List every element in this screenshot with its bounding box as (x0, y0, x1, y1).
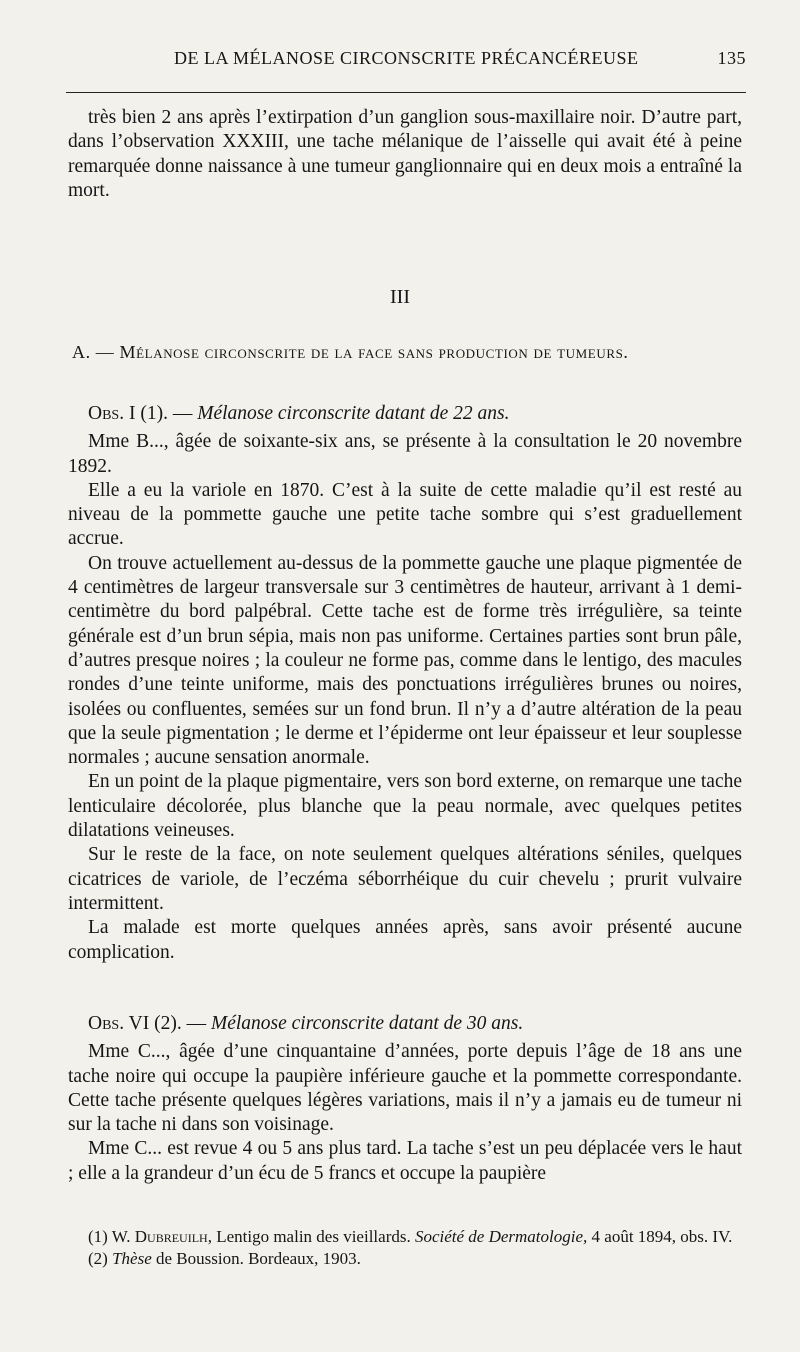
obs6-paragraph: Mme C..., âgée d’une cinquantaine d’années, porte depuis l’âge de 18 ans une tache noire qui occupe la paupière inférieure gauche et la pommette correspondante. Cette tache présente quelques légères variations, mais il n’y a jamais eu de tumeur ni sur la tache ni dans son voisinage. (68, 1041, 742, 1136)
page-number: 135 (717, 48, 746, 68)
obs1-heading (88, 402, 742, 426)
fn1-rest: 4 août 1894, obs. IV. (591, 1227, 733, 1246)
running-title: DE LA MÉLANOSE CIRCONSCRITE PRÉCANCÉREUSE (174, 48, 639, 68)
obs6-title: Mélanose circonscrite datant de 30 ans. (210, 1013, 524, 1034)
running-head (66, 48, 746, 72)
fn1-author: Dubreuilh, (134, 1227, 212, 1246)
obs6-paragraph: Mme C... est revue 4 ou 5 ans plus tard. La tache s’est un peu déplacée vers le haut ; elle a la grandeur d’un écu de 5 francs et occupe la paupière (68, 1138, 742, 1184)
observation-6 (68, 1012, 742, 1186)
fn2-rest: de Boussion. Bordeaux, 1903. (156, 1249, 361, 1268)
section-heading (72, 342, 734, 363)
fn2-marker: (2) (88, 1249, 108, 1268)
obs1-paragraph: On trouve actuellement au-dessus de la pommette gauche une plaque pigmentée de 4 centimètres de largeur transversale sur 3 centimètres de hauteur, arrivant à 1 demi-centimètre du bord palpébral. Cette tache est de forme très irrégulière, sa teinte générale est d’un brun sépia, mais non pas uniforme. Certaines parties sont brun pâle, d’autres presque noires ; la couleur ne forme pas, comme dans le lentigo, des macules rondes d’une teinte uniforme, mais des ponctuations irrégulières brunes ou noires, isolées ou confluentes, semées sur un fond brun. Il n’y a d’autre altération de la peau que la seule pigmentation ; le derme et l’épiderme ont leur épaisseur et leur souplesse normales ; aucune sensation anormale. (68, 552, 742, 769)
obs1-label: Obs. (88, 403, 125, 424)
header-rule (66, 92, 746, 93)
obs6-number: VI (2). — (128, 1013, 207, 1034)
fn1-work: Lentigo malin des vieillards. (216, 1227, 411, 1246)
observation-1 (68, 402, 742, 965)
fn1-journal: Société de Dermatologie, (414, 1227, 588, 1246)
obs1-number: I (1). — (128, 403, 193, 424)
footnote-2 (68, 1248, 742, 1270)
intro-block (68, 106, 742, 203)
section-title: Mélanose circonscrite de la face sans production de tumeurs. (119, 342, 629, 362)
obs1-paragraph: En un point de la plaque pigmentaire, vers son bord externe, on remarque une tache lenticulaire décolorée, plus blanche que la peau normale, avec quelques petites dilatations veineuses. (68, 771, 742, 842)
fn2-work: Thèse (112, 1249, 152, 1268)
footnotes (68, 1226, 742, 1270)
obs1-paragraph: Elle a eu la variole en 1870. C’est à la suite de cette maladie qu’il est resté au niveau de la pommette gauche une petite tache sombre qui s’est graduellement accrue. (68, 479, 742, 550)
intro-paragraph: très bien 2 ans après l’extirpation d’un ganglion sous-maxillaire noir. D’autre part, dans l’observation XXXIII, une tache mélanique de l’aisselle qui avait été à peine remarquée donne naissance à une tumeur ganglionnaire qui en deux mois a entraîné la mort. (68, 107, 742, 201)
obs1-paragraph: La malade est morte quelques années après, sans avoir présenté aucune complication. (68, 917, 742, 963)
obs1-title: Mélanose circonscrite datant de 22 ans. (197, 403, 510, 424)
obs1-paragraph: Mme B..., âgée de soixante-six ans, se présente à la consultation le 20 novembre 1892. (68, 431, 742, 477)
footnote-1 (68, 1226, 742, 1248)
obs6-label: Obs. (88, 1013, 125, 1034)
section-number: III (390, 286, 410, 308)
obs6-heading (88, 1012, 742, 1036)
section-letter: A. — (72, 342, 115, 362)
obs1-paragraph: Sur le reste de la face, on note seulement quelques altérations séniles, quelques cicatrices de variole, de l’eczéma séborrhéique du cuir chevelu ; prurit vulvaire intermittent. (68, 844, 742, 914)
fn1-marker: (1) W. (88, 1227, 131, 1246)
